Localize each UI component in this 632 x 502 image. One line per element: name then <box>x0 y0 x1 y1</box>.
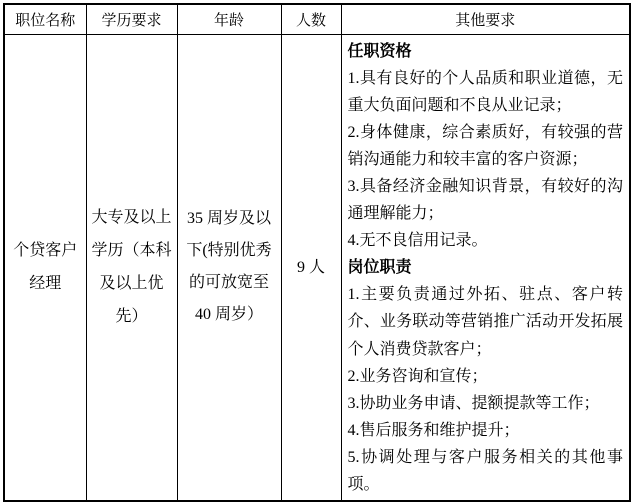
responsibility-item-1: 1.主要负责通过外拓、驻点、客户转介、业务联动等营销推广活动开发拓展个人消费贷款客户； <box>347 286 623 358</box>
qualification-item-1: 1.具有良好的个人品质和职业道德，无重大负面问题和不良从业记录； <box>347 69 623 114</box>
responsibility-item-5: 5.协调处理与客户服务相关的其他事项。 <box>347 448 623 493</box>
cell-age-requirement: 35 周岁及以下(特别优秀的可放宽至 40 周岁） <box>177 34 281 501</box>
cell-education-requirement: 大专及以上学历（本科及以上优先） <box>86 34 177 501</box>
header-headcount: 人数 <box>281 4 341 34</box>
header-row <box>4 4 630 34</box>
responsibility-item-3: 3.协助业务申请、提额提款等工作； <box>347 394 600 412</box>
cell-other-requirements <box>341 34 630 501</box>
cell-position-name: 个贷客户经理 <box>4 34 86 501</box>
qualification-item-3: 3.具备经济金融知识背景，有较好的沟通理解能力； <box>347 177 623 223</box>
header-education: 学历要求 <box>86 4 177 34</box>
cell-headcount: 9 人 <box>281 34 341 501</box>
qualifications-heading: 任职资格 <box>347 42 412 60</box>
header-age: 年龄 <box>177 4 281 34</box>
responsibility-item-2: 2.业务咨询和宣传； <box>347 367 488 385</box>
qualification-item-4: 4.无不良信用记录。 <box>347 232 488 250</box>
header-other-requirements: 其他要求 <box>341 4 630 34</box>
qualification-item-2: 2.身体健康，综合素质好，有较强的营销沟通能力和较丰富的客户资源； <box>347 123 623 168</box>
recruitment-table <box>3 3 631 502</box>
responsibility-item-4: 4.售后服务和维护提升； <box>347 421 520 439</box>
header-position: 职位名称 <box>4 4 86 34</box>
table-row <box>4 34 630 501</box>
responsibilities-heading: 岗位职责 <box>347 259 412 277</box>
